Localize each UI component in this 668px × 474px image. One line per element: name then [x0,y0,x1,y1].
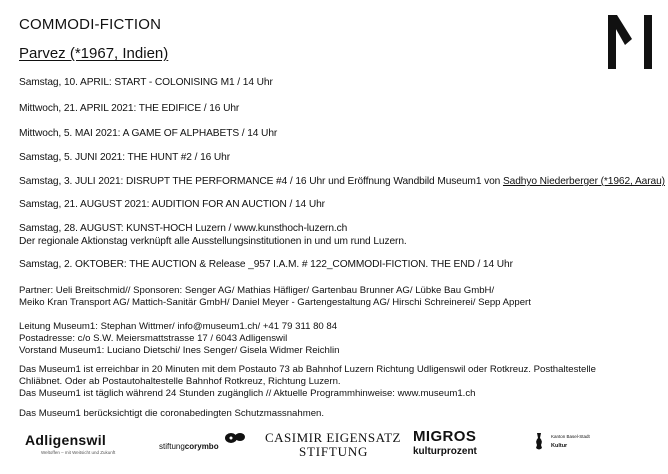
artist-link[interactable]: Sadhyo Niederberger (*1962, Aarau) [502,176,665,187]
event-item-description: Der regionale Aktionstag verknüpft alle Ausstellungsinstitutionen in und um rund Luzern. [19,236,407,247]
sponsor-casimir-line1: CASIMIR EIGENSATZ [265,430,401,445]
sponsor-logos [19,430,649,464]
access-line: Das Museum1 ist erreichbar in 20 Minuten mit dem Postauto 73 ab Bahnhof Luzern Richtung Udligenswil oder Rotkreuz. Posthaltestelle [19,364,596,375]
basel-crest-icon [533,432,545,452]
event-item: Samstag, 10. APRIL: START - COLONISING M1 / 14 Uhr [19,77,273,88]
artist-heading[interactable]: Parvez (*1967, Indien) [19,45,169,62]
sponsor-migros-sub: kulturprozent [413,446,477,457]
event-item: Mittwoch, 21. APRIL 2021: THE EDIFICE / 16 Uhr [19,103,240,114]
corymbo-leaf-icon [224,432,246,444]
partners-line: Meiko Kran Transport AG/ Mattich-Sanitär GmbH/ Daniel Meyer - Gartengestaltung AG/ Hirschi Schreinerei/ Sepp Appert [19,297,531,309]
event-item [19,176,665,187]
sponsor-migros: MIGROS [413,428,477,445]
access-line: Chliäbnet. Oder ab Postautohaltestelle Bahnhof Rotkreuz, Richtung Luzern. [19,376,341,388]
event-text: Samstag, 3. JULI 2021: DISRUPT THE PERFORMANCE #4 / 16 Uhr und Eröffnung Wandbild Museum1 von [19,176,503,187]
contact-block [19,321,339,358]
event-item: Mittwoch, 5. MAI 2021: A GAME OF ALPHABETS / 14 Uhr [19,128,278,139]
covid-notice: Das Museum1 berücksichtigt die coronabedingten Schutzmassnahmen. [19,408,325,419]
sponsor-adligenswil: Adligenswil [25,432,107,448]
museum1-logo-icon [607,14,653,70]
contact-line: Postadresse: c/o S.W. Meiersmattstrasse 17 / 6043 Adligenswil [19,333,288,345]
event-item: Samstag, 2. OKTOBER: THE AUCTION & Release _957 I.A.M. # 122_COMMODI-FICTION. THE END / 14 Uhr [19,259,513,270]
access-line: Das Museum1 ist täglich während 24 Stunden zugänglich // Aktuelle Programmhinweise: www.museum1.ch [19,388,476,400]
partners-line: Partner: Ueli Breitschmid// Sponsoren: Senger AG/ Mathias Häfliger/ Gartenbau Brunner AG/ Lübke Bau GmbH/ [19,285,495,296]
access-block [19,364,596,401]
partners-block [19,285,531,309]
sponsor-kanton: Kanton Basel-Stadt [551,434,590,439]
sponsor-adligenswil-tagline: Weltoffen – mit Weitsicht und Zukunft [41,450,116,455]
sponsor-corymbo-name: corymbo [184,442,219,451]
sponsor-corymbo [159,442,219,451]
contact-line: Leitung Museum1: Stephan Wittmer/ info@museum1.ch/ +41 79 311 80 84 [19,321,338,332]
page-title: COMMODI-FICTION [19,16,162,33]
event-item: Samstag, 5. JUNI 2021: THE HUNT #2 / 16 Uhr [19,152,231,163]
sponsor-kanton-sub: Kultur [551,443,568,449]
event-item: Samstag, 28. AUGUST: KUNST-HOCH Luzern / www.kunsthoch-luzern.ch [19,223,348,234]
sponsor-corymbo-prefix: stiftung [159,442,185,451]
contact-line: Vorstand Museum1: Luciano Dietschi/ Ines Senger/ Gisela Widmer Reichlin [19,345,340,357]
sponsor-casimir-line2: STIFTUNG [299,444,369,459]
event-item: Samstag, 21. AUGUST 2021: AUDITION FOR AN AUCTION / 14 Uhr [19,199,325,210]
